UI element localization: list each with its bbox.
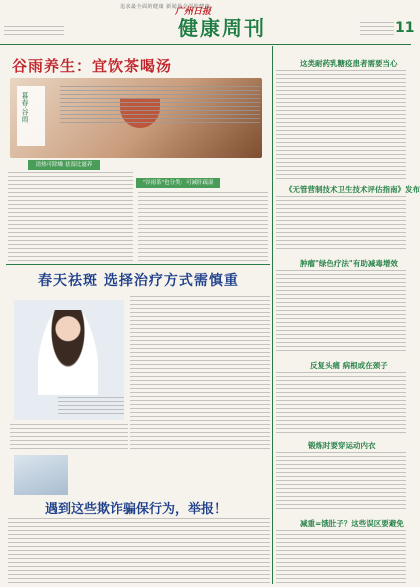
right-text-6 — [276, 530, 406, 584]
tip-bar: "谷雨茶"也分类：可减肝疏湿 — [136, 178, 220, 188]
right-text-1 — [276, 70, 406, 180]
column-rule — [272, 46, 273, 584]
masthead-rule — [0, 44, 411, 45]
section-title: 健康周刊 — [178, 16, 266, 40]
bottom-text — [8, 518, 270, 584]
fraud-illustration — [14, 455, 68, 495]
right-head-1: 这类耐药乳糖疫患者需要当心 — [300, 59, 398, 68]
feature-headline: 谷雨养生：宜饮茶喝汤 — [12, 57, 173, 75]
date-block — [360, 22, 394, 38]
feature-text-col1 — [8, 172, 133, 267]
subhead-bar: 清热可除燥 祛湿比滋养 — [28, 160, 100, 170]
right-text-3 — [276, 270, 406, 354]
right-head-5: 锻炼时要穿运动内衣 — [308, 441, 376, 450]
right-text-5 — [276, 452, 406, 512]
newspaper-logo: 广州日报 — [175, 7, 212, 17]
mid-text-right — [130, 296, 270, 451]
doctor-photo — [38, 310, 98, 395]
lead-text — [60, 86, 260, 126]
page-number: 11 — [395, 20, 415, 36]
feature-text-col2 — [138, 192, 268, 268]
right-head-2: 《无管营制技术卫生技术评估指南》发布 — [285, 185, 420, 194]
right-head-3: 肿瘤"绿色疗法"有助减毒增效 — [300, 259, 398, 268]
right-head-6: 减重=饿肚子？这些误区要避免 — [300, 519, 404, 528]
mid-headline: 春天祛斑 选择治疗方式需慎重 — [38, 273, 239, 289]
editor-info — [4, 26, 64, 38]
photo-caption — [58, 397, 124, 417]
mid-rule — [6, 264, 270, 265]
right-text-4 — [276, 372, 406, 436]
bottom-headline: 遇到这些欺诈骗保行为，举报！ — [45, 502, 228, 517]
right-text-2 — [276, 196, 406, 252]
tag-text: 暮春·谷雨 — [21, 92, 29, 123]
right-head-4: 反复头痛 病根或在颈子 — [310, 361, 388, 370]
masthead-slogan: 追求最全面的健康 新闻最全面的健康 — [120, 4, 211, 10]
mid-text-left — [10, 424, 128, 452]
